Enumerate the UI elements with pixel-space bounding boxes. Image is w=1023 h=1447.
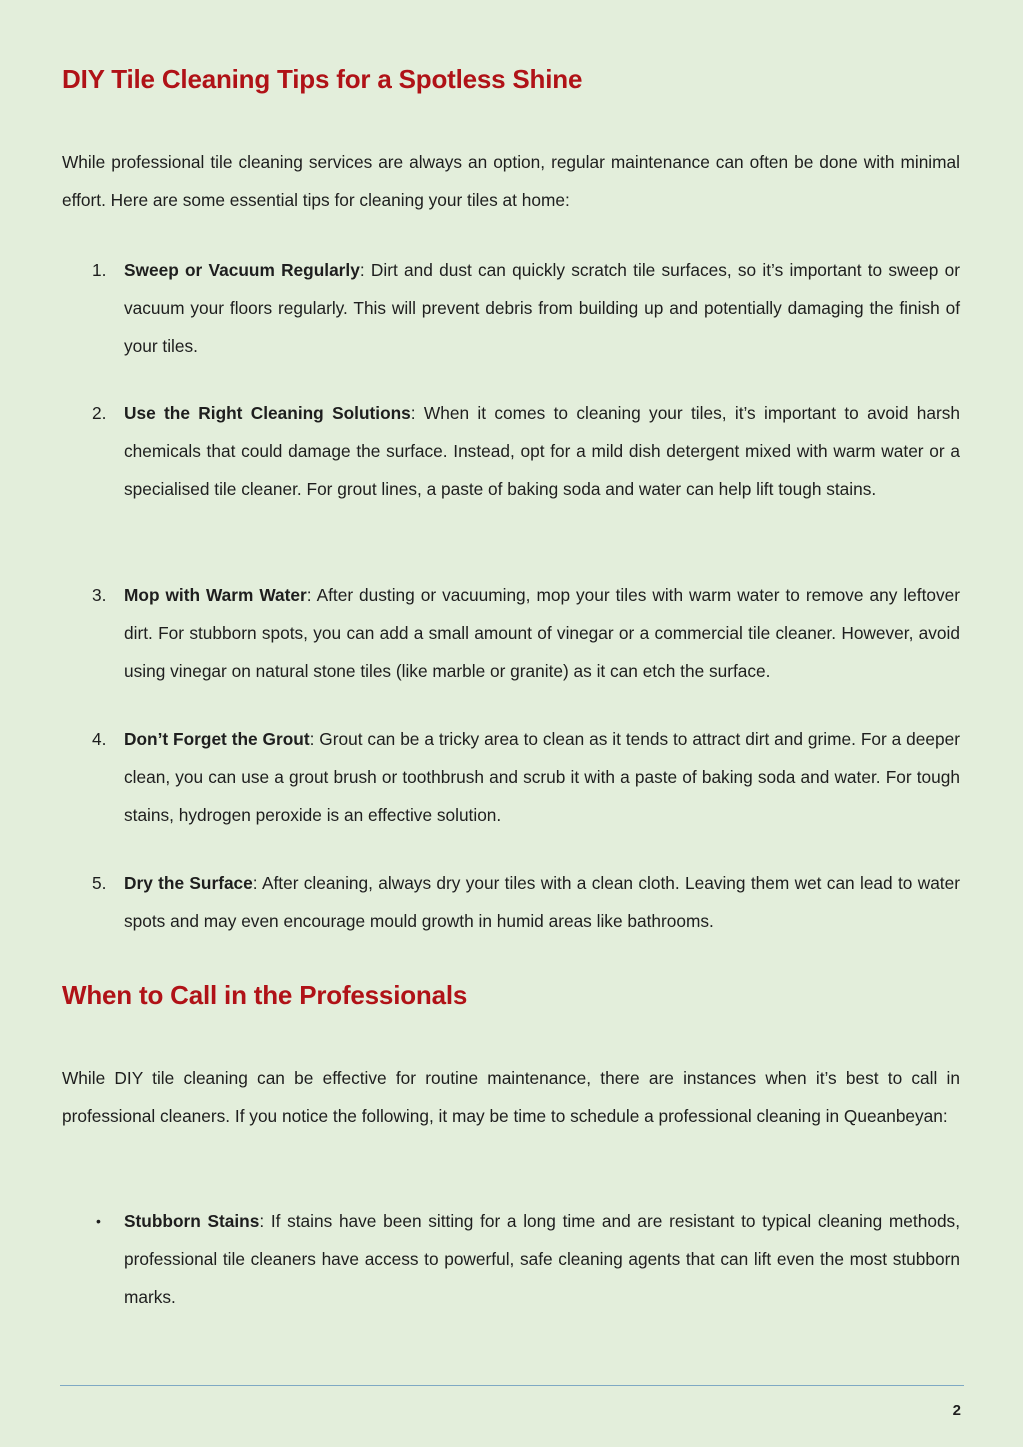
list-item xyxy=(62,720,960,834)
bullet-icon: • xyxy=(96,1213,101,1229)
intro-paragraph: While DIY tile cleaning can be effective for routine maintenance, there are instances when it’s best to call in professional cleaners. If you notice the following, it may be time to schedule a professional cleaning in Queanbeyan: xyxy=(62,1068,960,1126)
footer-divider xyxy=(60,1385,964,1386)
list-number: 2. xyxy=(92,403,107,423)
list-item-title: Use the Right Cleaning Solutions xyxy=(124,403,411,423)
list-item-text: : After dusting or vacuuming, mop your tiles with warm water to remove any leftover dirt. For stubborn spots, you can add a small amount of vinegar or a commercial tile cleaner. However, avoid using vinegar on natural stone tiles (like marble or granite) as it can etch the surface. xyxy=(124,585,960,681)
list-item-text: : Grout can be a tricky area to clean as it tends to attract dirt and grime. For a deeper clean, you can use a grout brush or toothbrush and scrub it with a paste of baking soda and water. For tough stains, hydrogen peroxide is an effective solution. xyxy=(124,729,960,825)
list-item-title: Sweep or Vacuum Regularly xyxy=(124,260,360,280)
bullet-item-title: Stubborn Stains xyxy=(124,1211,260,1231)
list-item-text: : After cleaning, always dry your tiles with a clean cloth. Leaving them wet can lead to water spots and may even encourage mould growth in humid areas like bathrooms. xyxy=(124,873,960,931)
list-item-title: Don’t Forget the Grout xyxy=(124,729,310,749)
section-heading-professionals: When to Call in the Professionals xyxy=(62,980,468,1010)
list-item-title: Dry the Surface xyxy=(124,873,253,893)
list-number: 5. xyxy=(92,873,107,893)
list-item-title: Mop with Warm Water xyxy=(124,585,307,605)
list-item-text: : When it comes to cleaning your tiles, it’s important to avoid harsh chemicals that could damage the surface. Instead, opt for a mild dish detergent mixed with warm water or a specialised tile cleaner. For grout lines, a paste of baking soda and water can help lift tough stains. xyxy=(124,403,960,499)
list-number: 3. xyxy=(92,585,107,605)
page-number: 2 xyxy=(952,1402,961,1419)
list-number: 4. xyxy=(92,729,107,749)
bullet-item xyxy=(62,1202,960,1316)
list-item xyxy=(62,576,960,690)
section-heading-diy-tips: DIY Tile Cleaning Tips for a Spotless Shine xyxy=(62,64,583,94)
list-item-text: : Dirt and dust can quickly scratch tile surfaces, so it’s important to sweep or vacuum your floors regularly. This will prevent debris from building up and potentially damaging the finish of your tiles. xyxy=(124,260,960,356)
bullet-item-text: : If stains have been sitting for a long time and are resistant to typical cleaning methods, professional tile cleaners have access to powerful, safe cleaning agents that can lift even the most stubborn marks. xyxy=(124,1211,960,1307)
list-item xyxy=(62,394,960,508)
list-item xyxy=(62,864,960,940)
list-number: 1. xyxy=(92,260,107,280)
list-item xyxy=(62,251,960,365)
intro-paragraph: While professional tile cleaning services are always an option, regular maintenance can often be done with minimal effort. Here are some essential tips for cleaning your tiles at home: xyxy=(62,152,960,210)
